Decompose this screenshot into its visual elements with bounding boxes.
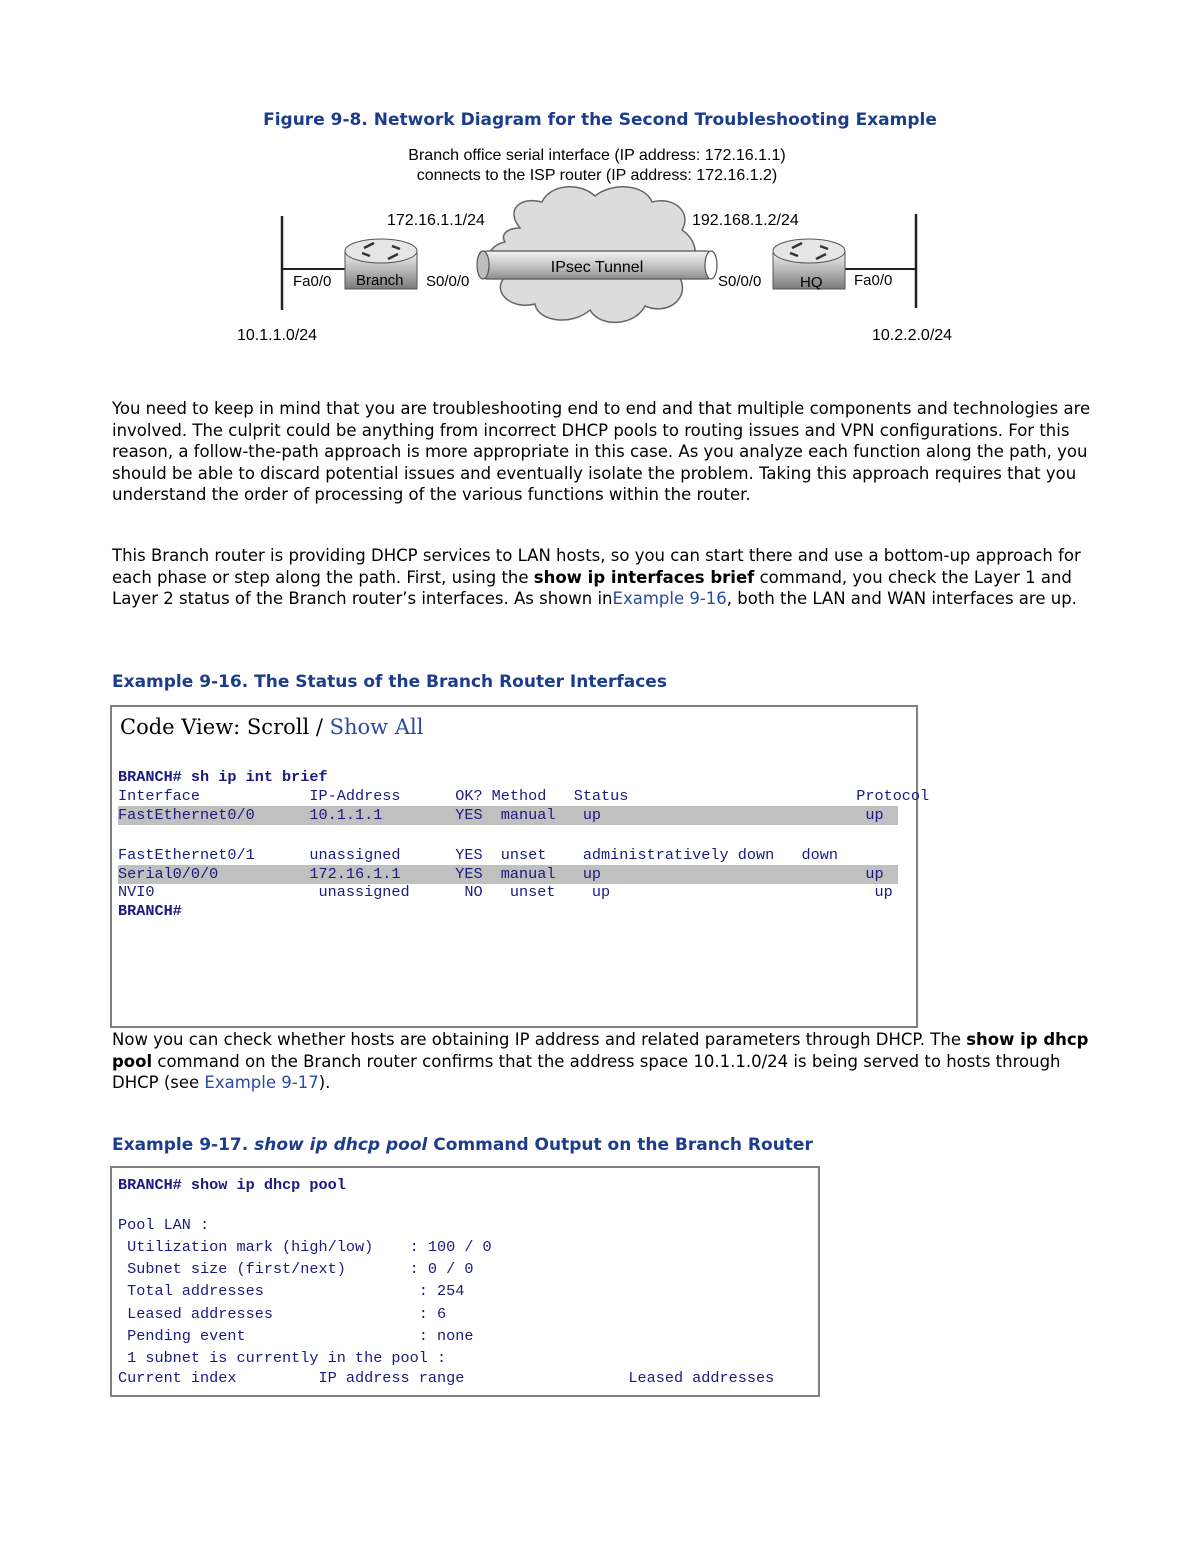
branch-lan-if: Fa0/0 (293, 273, 332, 290)
caption-line1: Branch office serial interface (IP address: 172.16.1.1) (408, 147, 786, 164)
code-line: 1 subnet is currently in the pool : (118, 1349, 447, 1367)
para3-text-d: ). (318, 1073, 331, 1092)
para3-text-a: Now you can check whether hosts are obtaining IP address and related parameters through DHCP. The (112, 1030, 967, 1049)
code-line: FastEthernet0/1 unassigned YES unset administratively down down (118, 846, 839, 864)
hq-wan-if: S0/0/0 (718, 273, 762, 290)
code-prompt: BRANCH# (118, 768, 191, 786)
code-line: Current index IP address range Leased addresses (118, 1369, 775, 1387)
code-command: show ip dhcp pool (190, 1176, 346, 1194)
code-line: Total addresses : 254 (118, 1282, 465, 1300)
branch-name: Branch (356, 272, 404, 289)
show-all-link[interactable]: Show All (329, 715, 424, 739)
code-line: Subnet size (first/next) : 0 / 0 (118, 1260, 474, 1278)
code-line: BRANCH# (118, 902, 182, 920)
network-diagram (220, 138, 980, 353)
para2-command: show ip interfaces brief (533, 567, 755, 587)
code-prompt-line (118, 1176, 346, 1195)
hq-subnet: 10.2.2.0/24 (872, 327, 953, 344)
example-17-title-command: show ip dhcp pool (254, 1135, 428, 1155)
para2-text-a: This Branch router is providing DHCP services to LAN hosts, so you can start there and use a bottom-up approach for each phase or step along the path. First, using the (112, 546, 1081, 587)
code-line: Interface IP-Address OK? Method Status Protocol (118, 787, 930, 805)
example-17-code-box (110, 1166, 820, 1397)
example-17-title (112, 1135, 813, 1155)
branch-subnet: 10.1.1.0/24 (237, 327, 318, 344)
code-prompt: BRANCH# (118, 1176, 191, 1194)
para2-text-c: command, you check the Layer 1 and Layer 2 status of the Branch router’s interfaces. As shown in (112, 567, 1072, 608)
para2-text-d: , both the LAN and WAN interfaces are up. (726, 589, 1077, 608)
code-line: NVI0 unassigned NO unset up up (118, 883, 893, 901)
example-16-title: Example 9-16. The Status of the Branch Router Interfaces (112, 672, 667, 692)
code-command: sh ip int brief (190, 768, 328, 786)
paragraph-2 (112, 545, 1092, 610)
caption-line2: connects to the ISP router (IP address: 172.16.1.2) (416, 167, 778, 184)
figure-title: Figure 9-8. Network Diagram for the Second Troubleshooting Example (263, 110, 937, 130)
paragraph-1: You need to keep in mind that you are troubleshooting end to end and that multiple components and technologies are involved. The culprit could be anything from incorrect DHCP pools to routing issues and VPN configurations. For this reason, a follow-the-path approach is more appropriate in this case. As you analyze each function along the path, you should be able to discard potential issues and eventually isolate the problem. Taking this approach requires that you understand the order of processing of the various functions within the router. (112, 399, 1091, 504)
code-line: Utilization mark (high/low) : 100 / 0 (118, 1238, 492, 1256)
code-view-text: Code View: Scroll / (120, 715, 330, 739)
hq-lan-if: Fa0/0 (854, 272, 893, 289)
example-9-17-link[interactable]: Example 9-17 (204, 1073, 319, 1092)
example-17-title-prefix: Example 9-17. (112, 1135, 255, 1155)
code-line: Pending event : none (118, 1327, 474, 1345)
code-line: Leased addresses : 6 (118, 1305, 447, 1323)
para3-command: show ip dhcp pool (112, 1030, 1089, 1071)
code-prompt-line (118, 768, 328, 787)
branch-wan-if: S0/0/0 (426, 273, 470, 290)
paragraph-3 (112, 1029, 1092, 1094)
hq-name: HQ (800, 274, 823, 291)
example-17-title-rest: Command Output on the Branch Router (427, 1135, 813, 1155)
branch-ip: 172.16.1.1/24 (387, 212, 485, 229)
hq-ip: 192.168.1.2/24 (692, 212, 799, 229)
example-9-16-link[interactable]: Example 9-16 (612, 589, 727, 608)
code-line-highlighted: FastEthernet0/0 10.1.1.1 YES manual up up (118, 806, 898, 825)
example-16-code-box (110, 705, 930, 1028)
para3-text-c: command on the Branch router confirms that the address space 10.1.1.0/24 is being served to hosts through DHCP (see (112, 1051, 1061, 1092)
code-line: Pool LAN : (118, 1216, 210, 1234)
code-line-highlighted: Serial0/0/0 172.16.1.1 YES manual up up (118, 865, 898, 884)
tunnel-label: IPsec Tunnel (550, 259, 644, 276)
code-view-label (120, 715, 423, 739)
